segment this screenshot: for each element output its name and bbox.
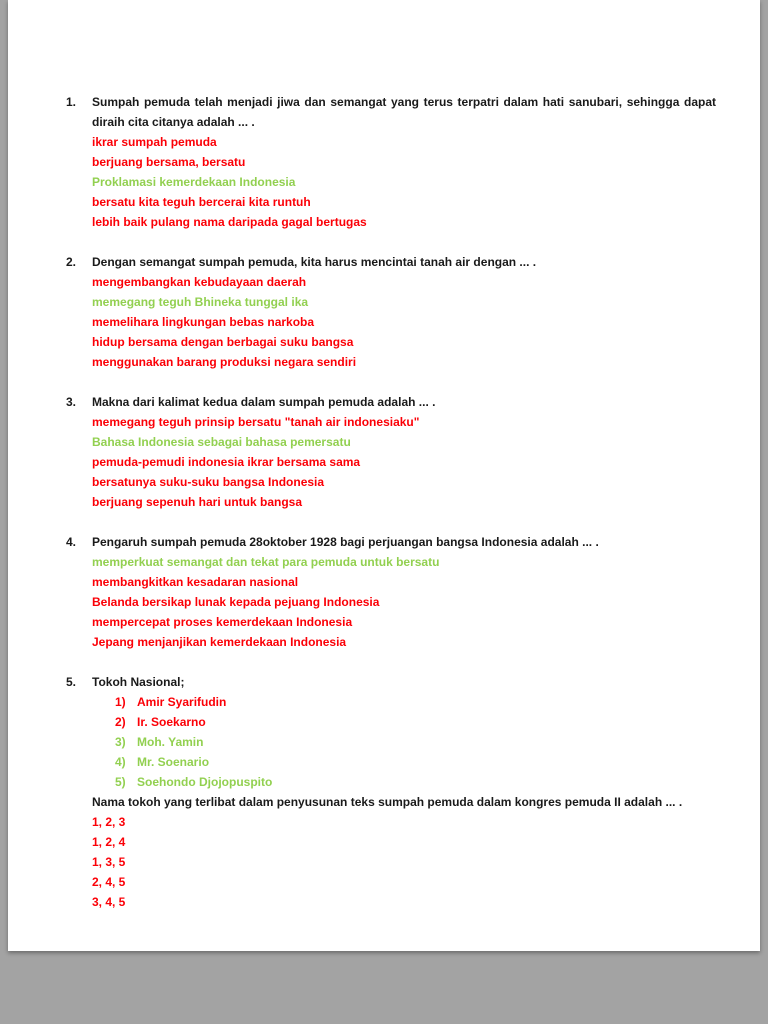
item-text: Moh. Yamin — [137, 735, 204, 749]
answer-option: Jepang menjanjikan kemerdekaan Indonesia — [92, 635, 347, 649]
question-block-1 — [66, 92, 716, 232]
answer-option: lebih baik pulang nama daripada gagal bertugas — [92, 215, 367, 229]
answer-option: berjuang bersama, bersatu — [92, 155, 246, 169]
question-number: 1. — [66, 95, 77, 109]
answer-option: berjuang sepenuh hari untuk bangsa — [92, 495, 303, 509]
answer-option: mengembangkan kebudayaan daerah — [92, 275, 307, 289]
item-number: 1) — [115, 695, 126, 709]
list-item — [115, 692, 716, 712]
question-followup-text: Nama tokoh yang terlibat dalam penyusunan teks sumpah pemuda dalam kongres pemuda II adalah ... . — [92, 795, 683, 809]
item-text: Ir. Soekarno — [137, 715, 206, 729]
question-text: Dengan semangat sumpah pemuda, kita harus mencintai tanah air dengan ... . — [92, 255, 537, 269]
answer-option: 1, 2, 4 — [92, 835, 126, 849]
answer-option: memegang teguh Bhineka tunggal ika — [92, 295, 309, 309]
answer-option: memperkuat semangat dan tekat para pemuda untuk bersatu — [92, 555, 440, 569]
answer-option: 2, 4, 5 — [92, 875, 126, 889]
question-block-4 — [66, 532, 716, 652]
question-text: Tokoh Nasional; — [92, 675, 185, 689]
answer-option: hidup bersama dengan berbagai suku bangsa — [92, 335, 354, 349]
options-list — [66, 552, 716, 652]
item-number: 2) — [115, 715, 126, 729]
answer-option: mempercepat proses kemerdekaan Indonesia — [92, 615, 353, 629]
answer-option: ikrar sumpah pemuda — [92, 135, 217, 149]
question-text: Makna dari kalimat kedua dalam sumpah pemuda adalah ... . — [92, 395, 436, 409]
question-number: 4. — [66, 535, 77, 549]
answer-option: Proklamasi kemerdekaan Indonesia — [92, 175, 296, 189]
options-list — [66, 412, 716, 512]
item-text: Soehondo Djojopuspito — [137, 775, 273, 789]
list-item — [115, 712, 716, 732]
document-page — [8, 0, 760, 951]
item-number: 3) — [115, 735, 126, 749]
list-item — [115, 732, 716, 752]
item-text: Amir Syarifudin — [137, 695, 227, 709]
quiz-content — [8, 0, 760, 912]
answer-option: Belanda bersikap lunak kepada pejuang Indonesia — [92, 595, 380, 609]
national-figures-list — [66, 692, 716, 792]
answer-option: memegang teguh prinsip bersatu "tanah air indonesiaku" — [92, 415, 420, 429]
answer-option: bersatu kita teguh bercerai kita runtuh — [92, 195, 311, 209]
question-block-3 — [66, 392, 716, 512]
answer-option: bersatunya suku-suku bangsa Indonesia — [92, 475, 325, 489]
answer-option: 3, 4, 5 — [92, 895, 126, 909]
options-list — [66, 272, 716, 372]
answer-option: memelihara lingkungan bebas narkoba — [92, 315, 315, 329]
options-list — [66, 132, 716, 232]
options-list — [66, 812, 716, 912]
question-number: 2. — [66, 255, 77, 269]
answer-option: 1, 3, 5 — [92, 855, 126, 869]
question-number: 5. — [66, 675, 77, 689]
list-item — [115, 772, 716, 792]
question-block-2 — [66, 252, 716, 372]
answer-option: menggunakan barang produksi negara sendiri — [92, 355, 357, 369]
item-text: Mr. Soenario — [137, 755, 210, 769]
question-block-5 — [66, 672, 716, 912]
answer-option: 1, 2, 3 — [92, 815, 126, 829]
item-number: 4) — [115, 755, 126, 769]
question-text: Sumpah pemuda telah menjadi jiwa dan semangat yang terus terpatri dalam hati sanubari, sehingga dapat diraih cita citanya adalah ... . — [92, 95, 716, 129]
item-number: 5) — [115, 775, 126, 789]
list-item — [115, 752, 716, 772]
answer-option: membangkitkan kesadaran nasional — [92, 575, 299, 589]
question-number: 3. — [66, 395, 77, 409]
answer-option: pemuda-pemudi indonesia ikrar bersama sama — [92, 455, 361, 469]
question-text: Pengaruh sumpah pemuda 28oktober 1928 bagi perjuangan bangsa Indonesia adalah ... . — [92, 535, 599, 549]
answer-option: Bahasa Indonesia sebagai bahasa pemersatu — [92, 435, 351, 449]
